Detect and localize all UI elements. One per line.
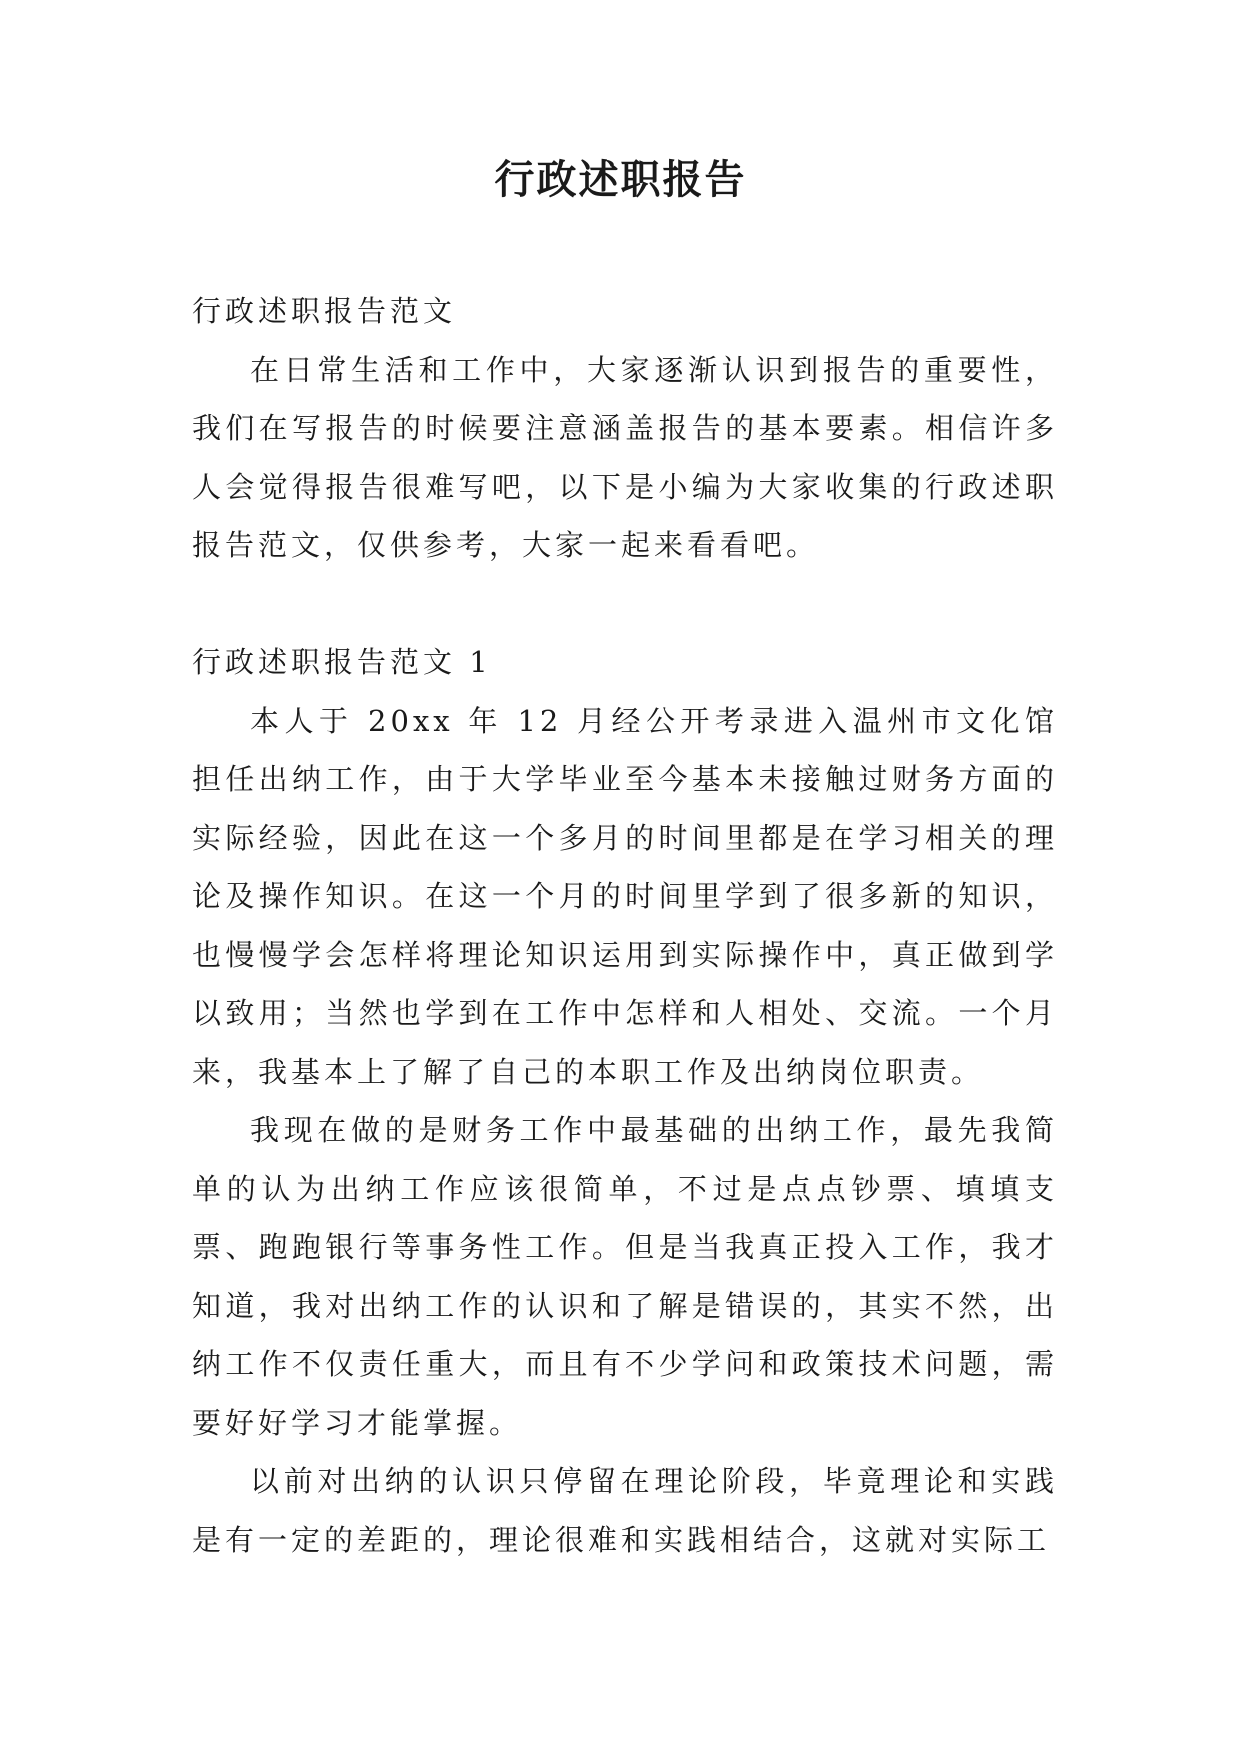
body-paragraph: 本人于 20xx 年 12 月经公开考录进入温州市文化馆担任出纳工作，由于大学毕业至今基本未接触过财务方面的实际经验，因此在这一个多月的时间里都是在学习相关的理论及操作知识。在这一个月的时间里学到了很多新的知识，也慢慢学会怎样将理论知识运用到实际操作中，真正做到学以致用；当然也学到在工作中怎样和人相处、交流。一个月来，我基本上了解了自己的本职工作及出纳岗位职责。: [192, 703, 1058, 1089]
intro-heading: 行政述职报告范文: [192, 294, 457, 328]
document-body: [192, 282, 1058, 1569]
section-heading: 行政述职报告范文 1: [192, 645, 492, 679]
section-spacer: [192, 575, 1058, 634]
body-paragraph: 以前对出纳的认识只停留在理论阶段，毕竟理论和实践是有一定的差距的，理论很难和实践相结合，这就对实际工: [192, 1464, 1058, 1557]
document-title: 行政述职报告: [494, 156, 747, 203]
body-paragraph: 我现在做的是财务工作中最基础的出纳工作，最先我简单的认为出纳工作应该很简单，不过是点点钞票、填填支票、跑跑银行等事务性工作。但是当我真正投入工作，我才知道，我对出纳工作的认识和了解是错误的，其实不然，出纳工作不仅责任重大，而且有不少学问和政策技术问题，需要好好学习才能掌握。: [192, 1113, 1058, 1440]
intro-paragraph: 在日常生活和工作中，大家逐渐认识到报告的重要性，我们在写报告的时候要注意涵盖报告的基本要素。相信许多人会觉得报告很难写吧，以下是小编为大家收集的行政述职报告范文，仅供参考，大家一起来看看吧。: [192, 352, 1058, 562]
